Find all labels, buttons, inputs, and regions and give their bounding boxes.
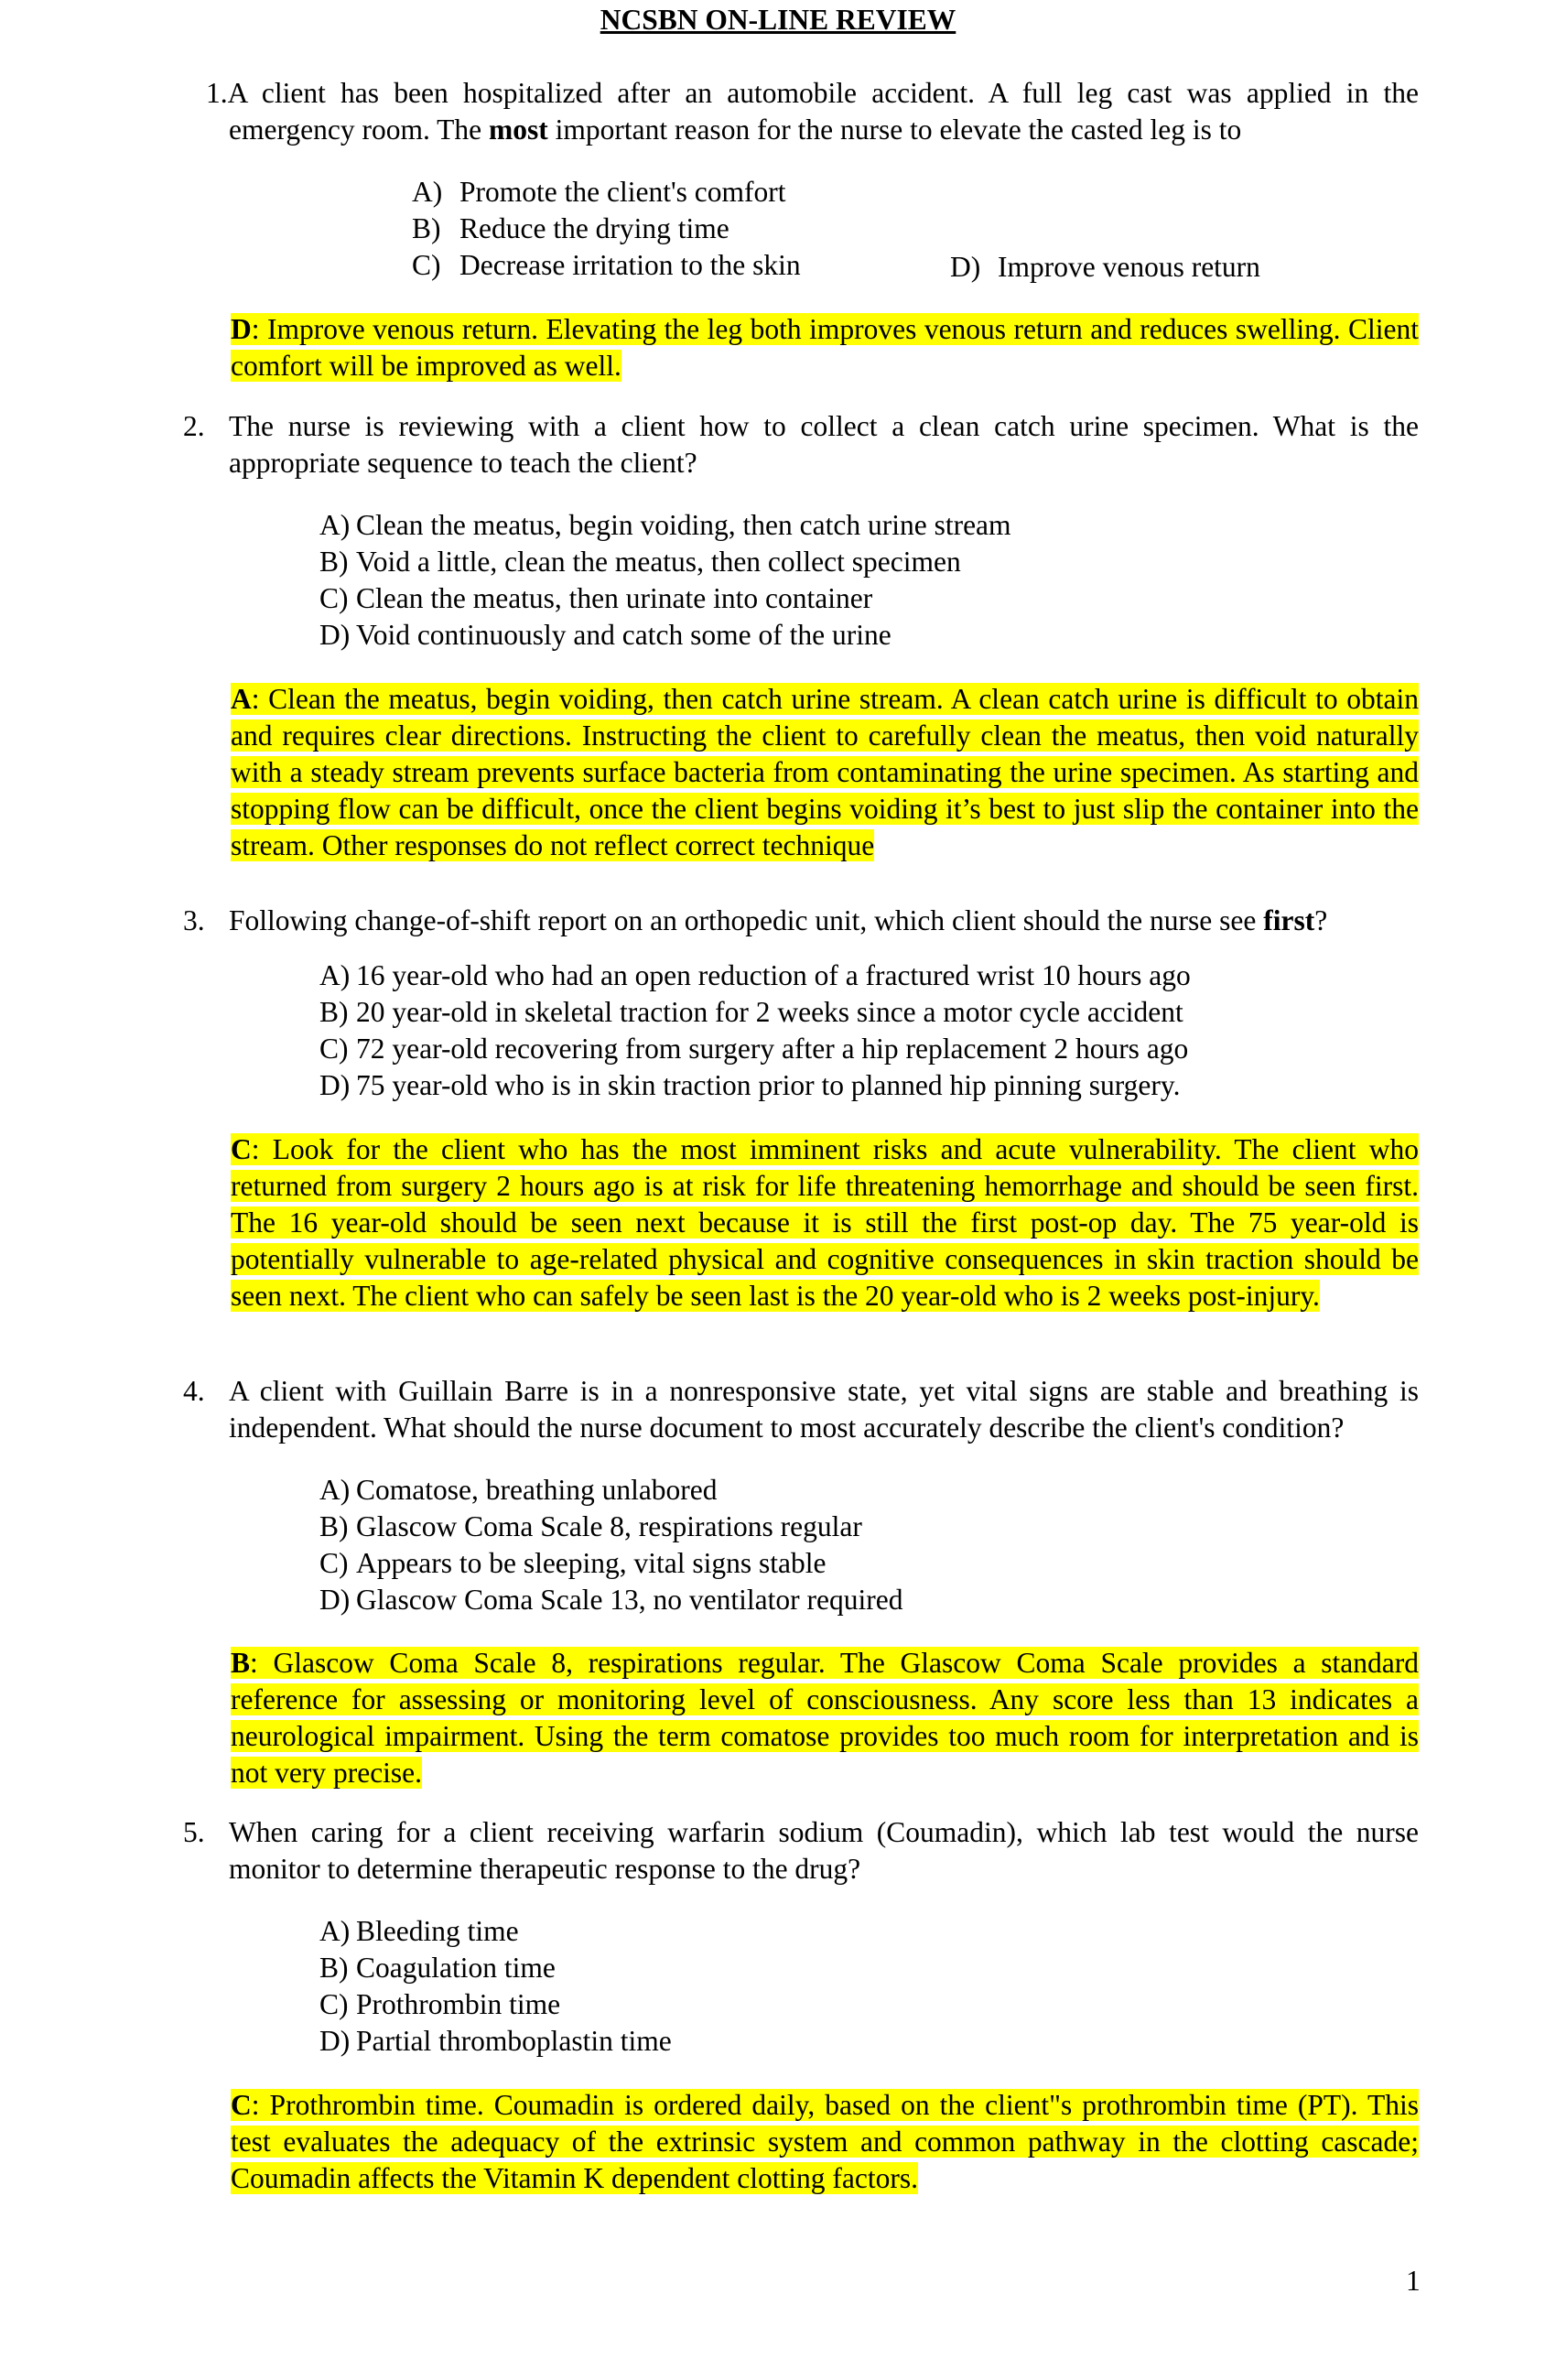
option-b[interactable]: B) Coagulation time <box>319 1952 556 1984</box>
question-stem: When caring for a client receiving warfarin sodium (Coumadin), which lab test would the nurse monitor to determine therapeutic response to the drug? <box>229 1816 1419 1885</box>
question-stem: Following change-of-shift report on an orthopedic unit, which client should the nurse see first? <box>229 904 1328 936</box>
option-d[interactable]: D) Glascow Coma Scale 13, no ventilator required <box>319 1584 903 1616</box>
page-title: NCSBN ON-LINE REVIEW <box>600 4 956 36</box>
option-d[interactable]: D) Partial thromboplastin time <box>319 2025 672 2057</box>
question-number: 5. <box>183 1816 205 1848</box>
question-2 <box>183 408 1419 481</box>
question-3 <box>183 903 1419 939</box>
option-a[interactable]: A) Bleeding time <box>319 1915 519 1947</box>
question-1 <box>183 75 1419 148</box>
answer-5: C: Prothrombin time. Coumadin is ordered daily, based on the client"s prothrombin time (PT). This test evaluates the adequacy of the extrinsic system and common pathway in the clotting cascade; Coumadin affects the Vitamin K dependent clotting factors. <box>231 2089 1419 2194</box>
question-number: 2. <box>183 410 205 442</box>
answer-4: B: Glascow Coma Scale 8, respirations regular. The Glascow Coma Scale provides a standard reference for assessing or monitoring level of consciousness. Any score less than 13 indicates a neurological impairment. Using the term comatose provides too much room for interpretation and is not very precise. <box>231 1647 1419 1789</box>
options-3 <box>319 957 1191 1104</box>
answer-2: A: Clean the meatus, begin voiding, then catch urine stream. A clean catch urine is difficult to obtain and requires clear directions. Instructing the client to carefully clean the meatus, then void naturally with a steady stream prevents surface bacteria from contaminating the urine specimen. As starting and stopping flow can be difficult, once the client begins voiding it’s best to just slip the container into the stream. Other responses do not reflect correct technique <box>231 683 1419 861</box>
options-2 <box>319 507 1011 654</box>
option-d[interactable]: D) 75 year-old who is in skin traction prior to planned hip pinning surgery. <box>319 1069 1181 1101</box>
answer-3: C: Look for the client who has the most imminent risks and acute vulnerability. The client who returned from surgery 2 hours ago is at risk for life threatening hemorrhage and should be seen first. The 16 year-old should be seen next because it is still the first post-op day. The 75 year-old is potentially vulnerable to age-related physical and cognitive consequences in skin traction should be seen next. The client who can safely be seen last is the 20 year-old who is 2 weeks post-injury. <box>231 1133 1419 1312</box>
option-b[interactable]: B) Glascow Coma Scale 8, respirations regular <box>319 1510 862 1542</box>
option-a[interactable]: A) Comatose, breathing unlabored <box>319 1474 718 1506</box>
option-b[interactable]: B) 20 year-old in skeletal traction for 2 weeks since a motor cycle accident <box>319 996 1183 1028</box>
option-a[interactable]: A) Clean the meatus, begin voiding, then catch urine stream <box>319 509 1011 541</box>
options-1 <box>412 174 801 284</box>
option-c[interactable]: C) Prothrombin time <box>319 1988 561 2020</box>
page-number: 1 <box>1406 2265 1421 2297</box>
question-stem: The nurse is reviewing with a client how to collect a clean catch urine specimen. What is the appropriate sequence to teach the client? <box>229 410 1419 479</box>
option-b[interactable]: B) Void a little, clean the meatus, then collect specimen <box>319 546 961 578</box>
option-c[interactable]: C) Appears to be sleeping, vital signs stable <box>319 1547 827 1579</box>
question-5 <box>183 1814 1419 1888</box>
answer-1: D: Improve venous return. Elevating the leg both improves venous return and reduces swelling. Client comfort will be improved as well. <box>231 313 1419 382</box>
option-a[interactable]: A) Promote the client's comfort <box>412 176 786 208</box>
option-d[interactable]: D) Void continuously and catch some of the urine <box>319 619 891 651</box>
question-number: 3. <box>183 904 205 936</box>
option-b[interactable]: B) Reduce the drying time <box>412 212 729 244</box>
question-4 <box>183 1373 1419 1446</box>
options-5 <box>319 1913 672 2060</box>
options-4 <box>319 1472 902 1618</box>
option-c[interactable]: C) Decrease irritation to the skin <box>412 249 801 281</box>
option-c[interactable]: C) 72 year-old recovering from surgery after a hip replacement 2 hours ago <box>319 1033 1189 1065</box>
option-a[interactable]: A) 16 year-old who had an open reduction of a fractured wrist 10 hours ago <box>319 959 1191 991</box>
question-number: 4. <box>183 1375 205 1407</box>
question-number: 1. <box>206 77 228 109</box>
option-c[interactable]: C) Clean the meatus, then urinate into container <box>319 582 873 614</box>
option-d[interactable]: D) Improve venous return <box>950 251 1260 283</box>
question-stem: A client with Guillain Barre is in a nonresponsive state, yet vital signs are stable and breathing is independent. What should the nurse document to most accurately describe the client's condition? <box>229 1375 1419 1444</box>
question-stem: 1.A client has been hospitalized after an automobile accident. A full leg cast was applied in the emergency room. The most important reason for the nurse to elevate the casted leg is to <box>206 77 1419 146</box>
